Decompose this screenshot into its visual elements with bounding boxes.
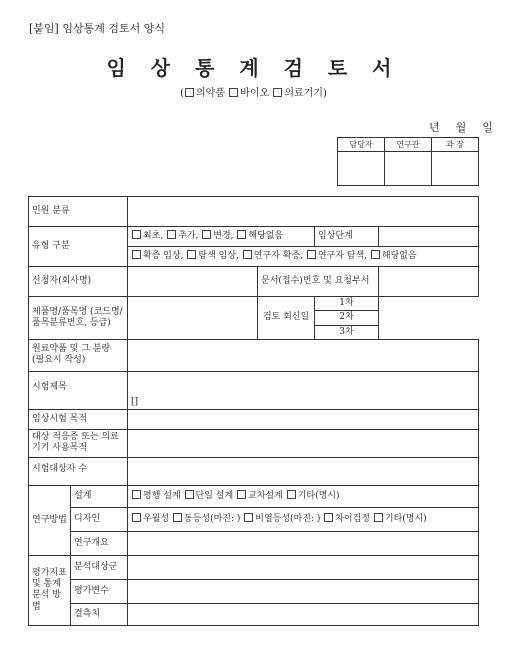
checkbox-confirmatory[interactable]: [132, 250, 141, 259]
type2-none: 해당없음: [370, 251, 417, 261]
checkbox-change[interactable]: [202, 230, 211, 239]
label-phase: 임상단계: [315, 227, 379, 247]
round-3-label: 3차: [315, 325, 379, 339]
checkbox-parallel[interactable]: [132, 490, 141, 499]
approval-header-researcher: 연구관: [385, 138, 432, 152]
checkbox-type2-none[interactable]: [371, 250, 380, 259]
hyp-difference: 차이검정: [323, 514, 370, 524]
label-overview: 연구개요: [71, 531, 128, 555]
label-type-class: 유형 구분: [29, 227, 128, 267]
label-analysis-set: 분석대상군: [71, 555, 128, 579]
checkbox-drug[interactable]: [185, 88, 194, 97]
label-raw-material: 원료약품 및 그 분량 (필요시 작성): [29, 339, 128, 371]
checkbox-difference[interactable]: [324, 513, 333, 522]
value-applicant[interactable]: [128, 267, 258, 297]
hyp-noninferiority: 비열등성(마진: ): [243, 514, 320, 524]
type2-confirm: 확증 임상,: [131, 251, 184, 261]
review-form-table: [28, 196, 479, 626]
label-doc-number: 문서(접수)번호 및 요청부서: [258, 267, 379, 297]
checkbox-device[interactable]: [273, 88, 282, 97]
label-evaluation: 평가지표 및 통계분석 방법: [29, 555, 71, 625]
approval-box: [337, 137, 479, 186]
approval-header-staff: 담당자: [338, 138, 385, 152]
type-option-change: 변경,: [201, 231, 233, 241]
option-drug-label: 의약품: [196, 88, 225, 99]
round-1-label: 1차: [315, 297, 379, 311]
value-variables[interactable]: [128, 579, 479, 603]
date-year: 년: [429, 121, 442, 134]
hypothesis-options-row: [128, 507, 479, 531]
label-subjects: 시험대상자 수: [29, 457, 128, 485]
label-missing: 결측치: [71, 603, 128, 625]
value-analysis-set[interactable]: [128, 555, 479, 579]
value-doc-number[interactable]: [379, 267, 479, 297]
subtitle-close: ): [322, 88, 327, 99]
label-applicant: 신청자(회사명): [29, 267, 128, 297]
value-overview[interactable]: [128, 531, 479, 555]
type2-explore: 탐색 임상,: [186, 251, 239, 261]
checkbox-noninferiority[interactable]: [244, 513, 253, 522]
label-product-name: 제품명/품목명 (코드명/품목분류번호, 등급): [29, 297, 128, 340]
label-design: 설계: [71, 485, 128, 507]
checkbox-investigator-explore[interactable]: [307, 250, 316, 259]
checkbox-hyp-other[interactable]: [374, 513, 383, 522]
signature-staff[interactable]: [338, 152, 385, 186]
value-complaint-type[interactable]: [128, 197, 479, 227]
hyp-other: 기타(명시): [373, 514, 427, 524]
round-2-value[interactable]: [379, 311, 479, 325]
product-type-selector: [0, 84, 507, 99]
label-hypothesis: 디자인: [71, 507, 128, 531]
type-options-row: [128, 227, 315, 247]
round-2-label: 2차: [315, 311, 379, 325]
design-parallel: 평행 설계: [131, 491, 181, 501]
hyp-equivalence: 동등성(마진: ): [172, 514, 240, 524]
label-variables: 평가변수: [71, 579, 128, 603]
type-option-initial: 최초,: [131, 231, 163, 241]
attachment-label: [붙임] 임상통계 검토서 양식: [29, 22, 165, 35]
round-3-value[interactable]: [379, 325, 479, 339]
checkbox-crossover[interactable]: [237, 490, 246, 499]
approval-header-chief: 과 장: [432, 138, 479, 152]
subtitle-open: (: [180, 88, 184, 99]
value-raw-material[interactable]: [128, 339, 479, 371]
option-bio-label: 바이오: [240, 88, 270, 99]
checkbox-investigator-confirm[interactable]: [243, 250, 252, 259]
checkbox-exploratory[interactable]: [187, 250, 196, 259]
value-product-name[interactable]: [128, 297, 258, 340]
type-option-none: 해당없음: [236, 231, 283, 241]
checkbox-superiority[interactable]: [132, 513, 141, 522]
label-review-date: 검토 회신일: [258, 297, 315, 340]
label-trial-purpose: 임상시험 목적: [29, 409, 128, 429]
label-trial-title: 시험제목: [29, 371, 128, 409]
checkbox-equivalence[interactable]: [173, 513, 182, 522]
design-other: 기타(명시): [286, 491, 340, 501]
label-complaint-type: 민원 분류: [29, 197, 128, 227]
checkbox-none[interactable]: [237, 230, 246, 239]
design-options-row: [128, 485, 479, 507]
checkbox-design-other[interactable]: [287, 490, 296, 499]
label-method: 연구방법: [29, 485, 71, 555]
type-option-add: 추가,: [166, 231, 198, 241]
label-indication: 대상 적응증 또는 의료기기 사용목적: [29, 429, 128, 457]
checkbox-initial[interactable]: [132, 230, 141, 239]
type2-inv-explore: 연구자 탐색,: [306, 251, 367, 261]
value-missing[interactable]: [128, 603, 479, 625]
design-crossover: 교차설계: [236, 491, 283, 501]
design-single: 단일 설계: [184, 491, 234, 501]
document-title: 임 상 통 계 검 토 서: [106, 56, 401, 80]
value-trial-purpose[interactable]: [128, 409, 479, 429]
signature-researcher[interactable]: [385, 152, 432, 186]
type-options2-row: [128, 247, 479, 267]
checkbox-bio[interactable]: [229, 88, 238, 97]
type2-inv-confirm: 연구자 확증,: [242, 251, 303, 261]
value-trial-title[interactable]: []: [128, 371, 479, 409]
checkbox-single[interactable]: [185, 490, 194, 499]
value-subjects[interactable]: [128, 457, 479, 485]
date-line: [415, 119, 495, 135]
checkbox-add[interactable]: [167, 230, 176, 239]
round-1-value[interactable]: [379, 297, 479, 311]
signature-chief[interactable]: [432, 152, 479, 186]
value-phase[interactable]: [379, 227, 479, 247]
option-device-label: 의료기기: [284, 88, 323, 99]
date-day: 일: [482, 121, 495, 134]
date-month: 월: [455, 121, 469, 134]
value-indication[interactable]: [128, 429, 479, 457]
hyp-superiority: 우월성: [131, 514, 169, 524]
